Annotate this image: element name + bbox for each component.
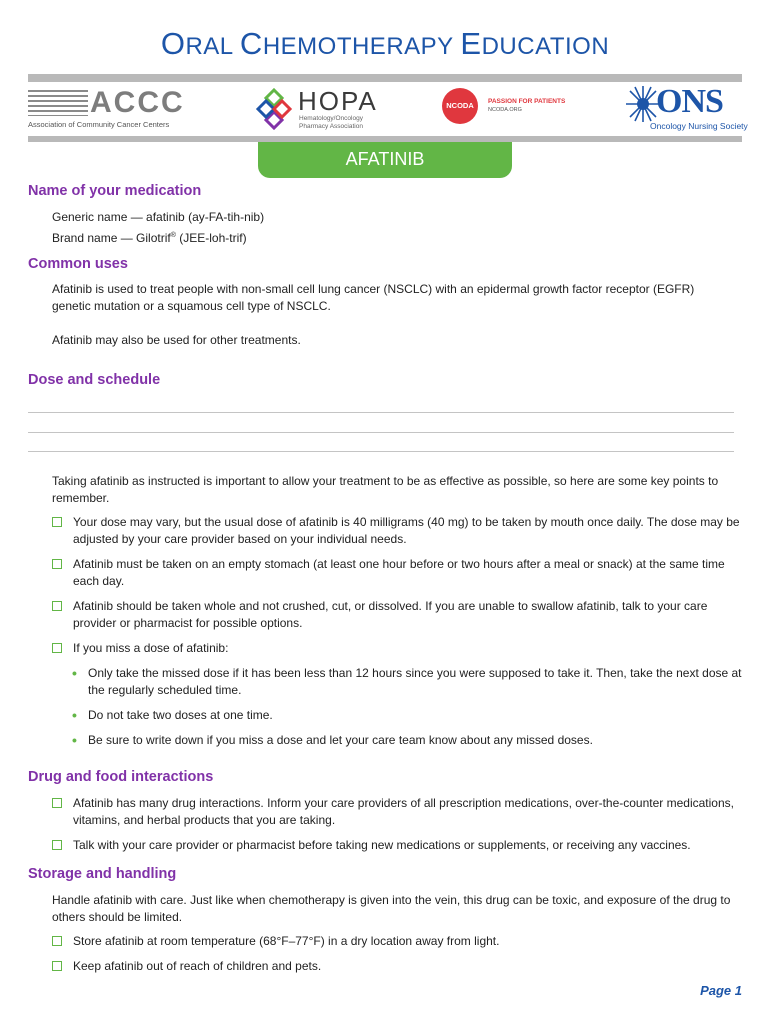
- brand-name: Brand name — Gilotrif® (JEE-loh-trif): [52, 231, 247, 245]
- checklist-item: Store afatinib at room temperature (68°F–77°F) in a dry location away from light.: [52, 933, 742, 950]
- section-heading-interactions: Drug and food interactions: [28, 769, 214, 785]
- checklist-item: Afatinib should be taken whole and not crushed, cut, or dissolved. If you are unable to swallow afatinib, talk to your care provider or pharmacist for possible options.: [52, 598, 742, 632]
- page-number: Page 1: [700, 983, 742, 998]
- checkbox-icon: [52, 798, 62, 808]
- ncoda-url: NCODA.ORG: [488, 107, 522, 113]
- hopa-wordmark: HOPA: [298, 86, 378, 116]
- drug-name-tab: AFATINIB: [258, 142, 512, 178]
- checkbox-icon: [52, 961, 62, 971]
- checkbox-icon: [52, 601, 62, 611]
- header-divider-top: [28, 74, 742, 82]
- ons-wordmark: ONS: [656, 83, 723, 120]
- write-in-line: [28, 432, 734, 433]
- bullet-dot-icon: •: [72, 707, 77, 723]
- title-part: EDUCATION: [460, 26, 610, 61]
- uses-paragraph-2: Afatinib may also be used for other treatments.: [52, 333, 301, 347]
- checklist-item: Your dose may vary, but the usual dose of afatinib is 40 milligrams (40 mg) to be taken by mouth once daily. The dose may be adjusted by your care provider based on your individual needs.: [52, 514, 742, 548]
- accc-wordmark: ACCC: [90, 86, 185, 119]
- checklist-item: Keep afatinib out of reach of children and pets.: [52, 958, 742, 975]
- ncoda-tagline: PASSION FOR PATIENTS: [488, 98, 566, 105]
- ncoda-circle: NCODA: [442, 88, 478, 124]
- checklist-item: If you miss a dose of afatinib:: [52, 640, 742, 657]
- checklist-item: Afatinib has many drug interactions. Inform your care providers of all prescription medications, over-the-counter medications, vitamins, and herbal products that you are taking.: [52, 795, 742, 829]
- accc-lines-icon: [28, 90, 88, 116]
- ncoda-logo: [442, 88, 566, 132]
- checkbox-icon: [52, 517, 62, 527]
- write-in-line: [28, 412, 734, 413]
- title-part: CHEMOTHERAPY: [239, 26, 461, 61]
- hopa-mark-icon: [254, 88, 294, 130]
- write-in-line: [28, 451, 734, 452]
- checkbox-icon: [52, 643, 62, 653]
- bullet-item: • Be sure to write down if you miss a dose and let your care team know about any missed doses.: [72, 732, 593, 748]
- bullet-dot-icon: •: [72, 665, 77, 681]
- bullet-item: • Do not take two doses at one time.: [72, 707, 273, 723]
- section-heading-dose: Dose and schedule: [28, 372, 161, 388]
- dose-intro: Taking afatinib as instructed is important to allow your treatment to be as effective as possible, so here are some key points to remember.: [52, 474, 719, 505]
- section-heading-uses: Common uses: [28, 256, 128, 272]
- ons-logo: [624, 83, 748, 134]
- accc-subtitle: Association of Community Cancer Centers: [28, 120, 170, 129]
- checklist-item: Talk with your care provider or pharmacist before taking new medications or supplements, or receiving any vaccines.: [52, 837, 742, 854]
- accc-logo: [28, 86, 185, 132]
- generic-name: Generic name — afatinib (ay-FA-tih-nib): [52, 210, 265, 224]
- checkbox-icon: [52, 840, 62, 850]
- checklist-item: Afatinib must be taken on an empty stomach (at least one hour before or two hours after a meal or snack) at the same time each day.: [52, 556, 742, 590]
- checkbox-icon: [52, 936, 62, 946]
- storage-intro: Handle afatinib with care. Just like when chemotherapy is given into the vein, this drug can be toxic, and exposure of the drug to others should be limited.: [52, 893, 731, 924]
- bullet-dot-icon: •: [72, 732, 77, 748]
- hopa-logo: [254, 86, 384, 132]
- title-part: ORAL: [160, 26, 240, 61]
- uses-paragraph-1: Afatinib is used to treat people with non-small cell lung cancer (NSCLC) with an epidermal growth factor receptor (EGFR) genetic mutation or a squamous cell type of NSCLC.: [52, 282, 695, 313]
- section-heading-storage: Storage and handling: [28, 866, 177, 882]
- bullet-item: • Only take the missed dose if it has been less than 12 hours since you were supposed to take it. Then, take the next dose at the regularly scheduled time.: [72, 665, 742, 697]
- hopa-subtitle: Hematology/Oncology Pharmacy Association: [299, 115, 363, 130]
- ons-subtitle: Oncology Nursing Society: [650, 121, 748, 131]
- section-heading-name: Name of your medication: [28, 183, 202, 199]
- page-title: [0, 26, 770, 62]
- checkbox-icon: [52, 559, 62, 569]
